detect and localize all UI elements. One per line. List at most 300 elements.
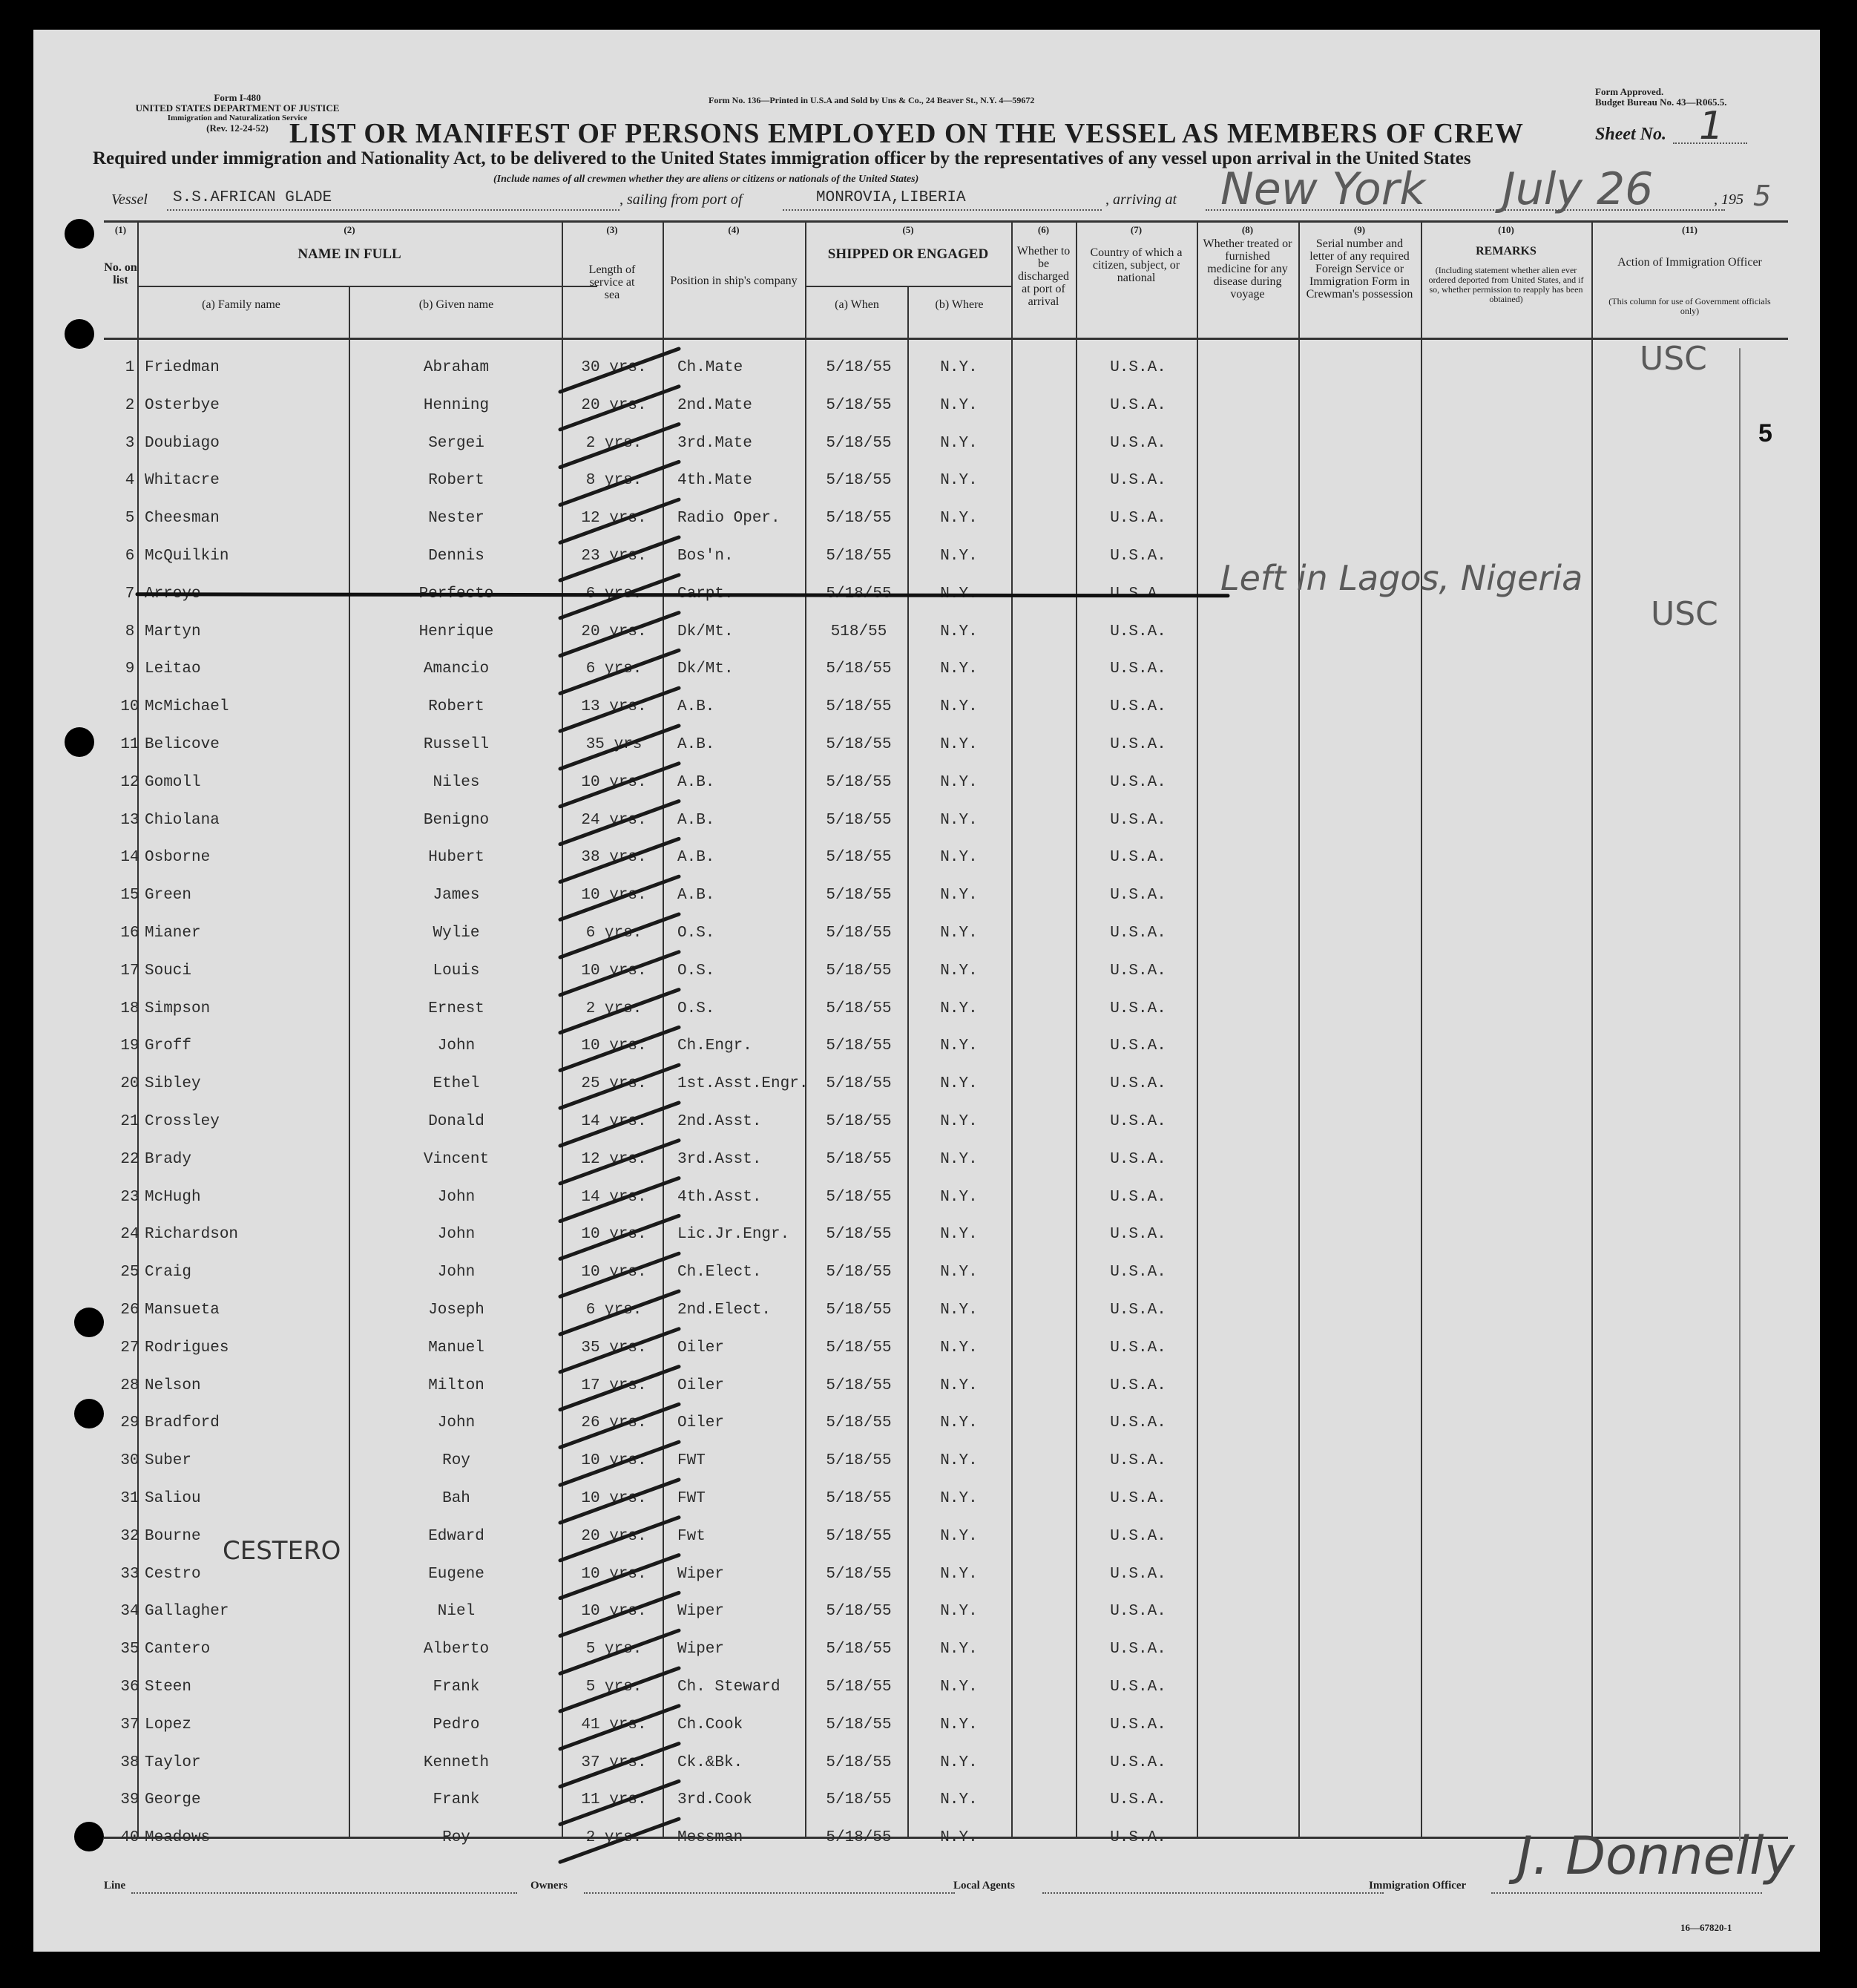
shipped-where: N.Y. — [940, 925, 978, 942]
service-length: 10 yrs. — [581, 1226, 647, 1244]
pen-check-mark — [560, 613, 679, 656]
shipped-when: 5/18/55 — [826, 1075, 892, 1093]
shipped-when: 5/18/55 — [826, 1565, 892, 1583]
shipped-where: N.Y. — [940, 1075, 978, 1093]
pen-check-mark — [560, 1819, 679, 1862]
family-name: Leitao — [145, 660, 201, 678]
family-name: Gallagher — [145, 1603, 229, 1621]
footer-agents-label: Local Agents — [953, 1880, 1015, 1892]
citizenship-country: U.S.A. — [1110, 1264, 1166, 1282]
ship-position: Wiper — [677, 1565, 725, 1583]
footer-officer-label: Immigration Officer — [1369, 1880, 1467, 1892]
row-number: 35 — [120, 1641, 139, 1659]
pen-check-mark — [560, 801, 679, 844]
usc-stamp-row-8: USC — [1651, 595, 1718, 633]
service-length: 6 yrs. — [585, 1302, 642, 1319]
ship-position: Dk/Mt. — [677, 660, 734, 678]
service-length: 12 yrs. — [581, 1150, 647, 1168]
citizenship-country: U.S.A. — [1110, 1829, 1166, 1847]
col4-header: Position in ship's company — [670, 275, 798, 287]
vessel-label: Vessel — [111, 191, 148, 208]
service-length: 23 yrs. — [581, 548, 647, 565]
family-name: Meadows — [145, 1829, 211, 1847]
sheet-label: Sheet No. — [1595, 125, 1666, 144]
pen-check-mark — [560, 462, 679, 505]
strike-through-row-7 — [137, 594, 1228, 596]
family-name: Craig — [145, 1264, 192, 1282]
family-name: Bourne — [145, 1527, 201, 1545]
family-name: Lopez — [145, 1716, 192, 1733]
shipped-where: N.Y. — [940, 849, 978, 867]
col2-header: NAME IN FULL — [298, 246, 401, 262]
col10-header: REMARKS — [1476, 245, 1536, 257]
ship-position: Dk/Mt. — [677, 623, 734, 640]
pen-check-mark — [560, 726, 679, 769]
given-name: Milton — [428, 1377, 484, 1394]
ship-position: Oiler — [677, 1339, 725, 1357]
citizenship-country: U.S.A. — [1110, 1565, 1166, 1583]
shipped-when: 5/18/55 — [826, 660, 892, 678]
given-name: Ethel — [433, 1075, 480, 1093]
shipped-where: N.Y. — [940, 1188, 978, 1206]
correction-cestero: CESTERO — [223, 1536, 341, 1566]
row-number: 26 — [120, 1302, 139, 1319]
citizenship-country: U.S.A. — [1110, 1339, 1166, 1357]
given-name: Niel — [437, 1603, 476, 1621]
citizenship-country: U.S.A. — [1110, 1679, 1166, 1696]
pen-check-mark — [560, 1630, 679, 1673]
ship-position: 2nd.Elect. — [677, 1302, 772, 1319]
family-name: Souci — [145, 962, 192, 980]
shipped-when: 5/18/55 — [826, 396, 892, 414]
shipped-when: 5/18/55 — [826, 962, 892, 980]
shipped-where: N.Y. — [940, 359, 978, 376]
citizenship-country: U.S.A. — [1110, 1641, 1166, 1659]
shipped-when: 5/18/55 — [826, 359, 892, 376]
col11-number: (11) — [1682, 224, 1697, 235]
given-name: Eugene — [428, 1565, 484, 1583]
service-length: 10 yrs. — [581, 962, 647, 980]
family-name: Sibley — [145, 1075, 201, 1093]
shipped-where: N.Y. — [940, 1527, 978, 1545]
shipped-when: 5/18/55 — [826, 925, 892, 942]
citizenship-country: U.S.A. — [1110, 1000, 1166, 1017]
page-subtitle: Required under immigration and Nationality Act, to be delivered to the United States immigration officer by the representatives of any vessel upon arrival in the United States — [93, 148, 1471, 168]
given-name: Frank — [433, 1791, 480, 1809]
ship-position: Radio Oper. — [677, 510, 780, 528]
given-name: Manuel — [428, 1339, 484, 1357]
ship-position: Oiler — [677, 1377, 725, 1394]
sailing-port: MONROVIA,LIBERIA — [816, 189, 966, 206]
col10-note: (Including statement whether alien ever ordered deported from United States, and if so, whether permission to reapply has been obtained) — [1428, 265, 1584, 304]
shipped-where: N.Y. — [940, 660, 978, 678]
pen-check-mark — [560, 1404, 679, 1447]
shipped-where: N.Y. — [940, 396, 978, 414]
ship-position: A.B. — [677, 849, 715, 867]
shipped-when: 5/18/55 — [826, 1641, 892, 1659]
footer-line-rule — [131, 1892, 517, 1894]
given-name: John — [437, 1188, 476, 1206]
citizenship-country: U.S.A. — [1110, 736, 1166, 753]
arriving-port: New York — [1220, 163, 1426, 215]
ship-position: Wiper — [677, 1603, 725, 1621]
ship-position: Bos'n. — [677, 548, 734, 565]
ship-position: Fwt — [677, 1527, 706, 1545]
row-number: 4 — [125, 472, 135, 490]
service-length: 10 yrs. — [581, 1452, 647, 1470]
given-name: Kenneth — [423, 1754, 490, 1771]
given-name: Henning — [423, 396, 490, 414]
row-number: 14 — [120, 849, 139, 867]
row-number: 20 — [120, 1075, 139, 1093]
row-number: 40 — [120, 1829, 139, 1847]
shipped-where: N.Y. — [940, 510, 978, 528]
citizenship-country: U.S.A. — [1110, 1716, 1166, 1733]
shipped-when: 5/18/55 — [826, 1000, 892, 1017]
page-title: LIST OR MANIFEST OF PERSONS EMPLOYED ON THE VESSEL AS MEMBERS OF CREW — [289, 118, 1524, 149]
given-name: Frank — [433, 1679, 480, 1696]
row-number: 6 — [125, 548, 135, 565]
citizenship-country: U.S.A. — [1110, 510, 1166, 528]
department-name: UNITED STATES DEPARTMENT OF JUSTICE — [135, 102, 340, 114]
shipped-where: N.Y. — [940, 1339, 978, 1357]
service-length: 6 yrs. — [585, 660, 642, 678]
officer-signature: J. Donnelly — [1517, 1825, 1795, 1886]
shipped-where: N.Y. — [940, 1641, 978, 1659]
pen-check-mark — [560, 1555, 679, 1598]
pen-check-mark — [560, 1103, 679, 1146]
sailing-label: , sailing from port of — [619, 191, 743, 208]
given-name: Pedro — [433, 1716, 480, 1733]
ship-position: Messman — [677, 1829, 743, 1847]
row-number: 22 — [120, 1150, 139, 1168]
shipped-when: 5/18/55 — [826, 472, 892, 490]
row-number: 3 — [125, 434, 135, 452]
shipped-where: N.Y. — [940, 1490, 978, 1507]
pen-check-mark — [560, 499, 679, 542]
shipped-when: 518/55 — [830, 623, 887, 640]
given-name: Benigno — [423, 811, 490, 829]
pen-check-mark — [560, 1781, 679, 1824]
given-name: Robert — [428, 698, 484, 716]
pen-check-mark — [560, 839, 679, 882]
ship-position: 3rd.Cook — [677, 1791, 752, 1809]
col8-number: (8) — [1241, 224, 1254, 235]
shipped-where: N.Y. — [940, 1377, 978, 1394]
shipped-where: N.Y. — [940, 1113, 978, 1130]
given-name: Amancio — [423, 660, 490, 678]
row-number: 21 — [120, 1113, 139, 1130]
service-length: 17 yrs. — [581, 1377, 647, 1394]
margin-mark: 5 — [1758, 419, 1772, 447]
col5a-header: (a) When — [835, 298, 879, 311]
service-length: 20 yrs. — [581, 1527, 647, 1545]
citizenship-country: U.S.A. — [1110, 887, 1166, 905]
shipped-where: N.Y. — [940, 736, 978, 753]
shipped-where: N.Y. — [940, 1716, 978, 1733]
citizenship-country: U.S.A. — [1110, 698, 1166, 716]
row-number: 28 — [120, 1377, 139, 1394]
given-name: Henrique — [418, 623, 494, 640]
given-name: John — [437, 1264, 476, 1282]
row-number: 1 — [125, 359, 135, 376]
service-name: Immigration and Naturalization Service — [167, 114, 308, 122]
row-number: 38 — [120, 1754, 139, 1771]
pen-check-mark — [560, 1518, 679, 1561]
pen-check-mark — [560, 537, 679, 580]
pen-check-mark — [560, 1216, 679, 1259]
pen-check-mark — [560, 1253, 679, 1296]
given-name: Dennis — [428, 548, 484, 565]
family-name: Simpson — [145, 1000, 211, 1017]
shipped-where: N.Y. — [940, 962, 978, 980]
row-number: 36 — [120, 1679, 139, 1696]
citizenship-country: U.S.A. — [1110, 1791, 1166, 1809]
given-name: Bah — [442, 1490, 470, 1507]
shipped-when: 5/18/55 — [826, 1037, 892, 1055]
service-length: 2 yrs. — [585, 1829, 642, 1847]
family-name: Martyn — [145, 623, 201, 640]
ship-position: Oiler — [677, 1414, 725, 1432]
col5-header: SHIPPED OR ENGAGED — [827, 246, 989, 262]
ship-position: 2nd.Mate — [677, 396, 752, 414]
citizenship-country: U.S.A. — [1110, 1527, 1166, 1545]
usc-stamp-row-1: USC — [1640, 340, 1707, 378]
col2-number: (2) — [344, 224, 355, 235]
service-length: 10 yrs. — [581, 773, 647, 791]
shipped-where: N.Y. — [940, 548, 978, 565]
shipped-where: N.Y. — [940, 1000, 978, 1017]
citizenship-country: U.S.A. — [1110, 925, 1166, 942]
family-name: Mianer — [145, 925, 201, 942]
citizenship-country: U.S.A. — [1110, 472, 1166, 490]
ship-position: Lic.Jr.Engr. — [677, 1226, 790, 1244]
sheet-number: 1 — [1699, 104, 1724, 148]
ship-position: 2nd.Asst. — [677, 1113, 762, 1130]
col7-number: (7) — [1130, 224, 1143, 235]
service-length: 37 yrs. — [581, 1754, 647, 1771]
footer-line-label: Line — [104, 1880, 126, 1892]
shipped-when: 5/18/55 — [826, 1490, 892, 1507]
vessel-name: S.S.AFRICAN GLADE — [173, 189, 332, 206]
row-number: 19 — [120, 1037, 139, 1055]
citizenship-country: U.S.A. — [1110, 811, 1166, 829]
shipped-when: 5/18/55 — [826, 849, 892, 867]
manifest-sheet — [33, 30, 1820, 1952]
service-length: 12 yrs. — [581, 510, 647, 528]
form-approved: Form Approved. — [1595, 86, 1664, 97]
family-name: Groff — [145, 1037, 192, 1055]
col7-header: Country of which a citizen, subject, or national — [1090, 246, 1183, 284]
row-number: 2 — [125, 396, 135, 414]
given-name: Roy — [442, 1829, 470, 1847]
col11-header: Action of Immigration Officer — [1617, 256, 1762, 269]
row-number: 15 — [120, 887, 139, 905]
family-name: Whitacre — [145, 472, 220, 490]
pen-check-mark — [560, 1178, 679, 1221]
shipped-where: N.Y. — [940, 1414, 978, 1432]
shipped-when: 5/18/55 — [826, 1264, 892, 1282]
shipped-when: 5/18/55 — [826, 887, 892, 905]
ship-position: O.S. — [677, 1000, 715, 1017]
shipped-when: 5/18/55 — [826, 736, 892, 753]
family-name: Belicove — [145, 736, 220, 753]
citizenship-country: U.S.A. — [1110, 1075, 1166, 1093]
given-name: Abraham — [423, 359, 490, 376]
pen-check-mark — [560, 688, 679, 731]
pen-check-mark — [560, 424, 679, 468]
shipped-when: 5/18/55 — [826, 1150, 892, 1168]
ship-position: Ch.Elect. — [677, 1264, 762, 1282]
row-number: 12 — [120, 773, 139, 791]
service-length: 30 yrs. — [581, 359, 647, 376]
shipped-where: N.Y. — [940, 1565, 978, 1583]
pen-check-mark — [560, 1480, 679, 1523]
shipped-where: N.Y. — [940, 1754, 978, 1771]
budget-bureau: Budget Bureau No. 43—R065.5. — [1595, 96, 1727, 108]
family-name: Friedman — [145, 359, 220, 376]
ship-position: 4th.Mate — [677, 472, 752, 490]
family-name: McQuilkin — [145, 548, 229, 565]
shipped-where: N.Y. — [940, 1226, 978, 1244]
row-number: 16 — [120, 925, 139, 942]
col9-header: Serial number and letter of any required Foreign Service or Immigration Form in Crewman's possession — [1306, 237, 1413, 301]
shipped-where: N.Y. — [940, 1679, 978, 1696]
given-name: Roy — [442, 1452, 470, 1470]
family-name: George — [145, 1791, 201, 1809]
family-name: McHugh — [145, 1188, 201, 1206]
shipped-where: N.Y. — [940, 811, 978, 829]
family-name: McMichael — [145, 698, 229, 716]
pen-check-mark — [560, 1668, 679, 1711]
shipped-when: 5/18/55 — [826, 510, 892, 528]
ship-position: A.B. — [677, 887, 715, 905]
pen-check-mark — [560, 1141, 679, 1184]
col10-number: (10) — [1498, 224, 1514, 235]
row-number: 13 — [120, 811, 139, 829]
ship-position: 1st.Asst.Engr. — [677, 1075, 809, 1093]
shipped-when: 5/18/55 — [826, 1377, 892, 1394]
shipped-when: 5/18/55 — [826, 1188, 892, 1206]
footer-owners-label: Owners — [530, 1880, 568, 1892]
shipped-when: 5/18/55 — [826, 1527, 892, 1545]
row-number: 34 — [120, 1603, 139, 1621]
row-number: 11 — [120, 736, 139, 753]
col5b-header: (b) Where — [935, 298, 984, 311]
row-number: 18 — [120, 1000, 139, 1017]
shipped-where: N.Y. — [940, 1150, 978, 1168]
row-number: 29 — [120, 1414, 139, 1432]
given-name: Sergei — [428, 434, 484, 452]
shipped-where: N.Y. — [940, 1452, 978, 1470]
shipped-where: N.Y. — [940, 887, 978, 905]
include-note: (Include names of all crewmen whether they are aliens or citizens or nationals of the United States) — [493, 174, 919, 185]
shipped-when: 5/18/55 — [826, 811, 892, 829]
citizenship-country: U.S.A. — [1110, 1490, 1166, 1507]
col9-number: (9) — [1353, 224, 1366, 235]
pen-check-mark — [560, 1744, 679, 1787]
service-length: 20 yrs. — [581, 623, 647, 640]
given-name: Alberto — [423, 1641, 490, 1659]
shipped-when: 5/18/55 — [826, 773, 892, 791]
family-name: Doubiago — [145, 434, 220, 452]
citizenship-country: U.S.A. — [1110, 1754, 1166, 1771]
row-number: 17 — [120, 962, 139, 980]
service-length: 35 yrs. — [581, 1339, 647, 1357]
ship-position: Ch.Engr. — [677, 1037, 752, 1055]
pen-check-mark — [560, 1367, 679, 1410]
given-name: Wylie — [433, 925, 480, 942]
given-name: Hubert — [428, 849, 484, 867]
shipped-when: 5/18/55 — [826, 1452, 892, 1470]
shipped-when: 5/18/55 — [826, 1414, 892, 1432]
shipped-where: N.Y. — [940, 698, 978, 716]
citizenship-country: U.S.A. — [1110, 773, 1166, 791]
arrival-date: July 26 — [1502, 163, 1654, 215]
row-number: 33 — [120, 1565, 139, 1583]
service-length: 14 yrs. — [581, 1113, 647, 1130]
shipped-when: 5/18/55 — [826, 698, 892, 716]
service-length: 10 yrs. — [581, 1603, 647, 1621]
ship-position: Ch.Cook — [677, 1716, 743, 1733]
col2b-header: (b) Given name — [418, 298, 494, 311]
family-name: Mansueta — [145, 1302, 220, 1319]
shipped-when: 5/18/55 — [826, 434, 892, 452]
shipped-where: N.Y. — [940, 472, 978, 490]
pen-check-mark — [560, 914, 679, 957]
given-name: Robert — [428, 472, 484, 490]
citizenship-country: U.S.A. — [1110, 1150, 1166, 1168]
citizenship-country: U.S.A. — [1110, 1414, 1166, 1432]
col11-note: (This column for use of Government officials only) — [1608, 296, 1771, 316]
ship-position: 3rd.Mate — [677, 434, 752, 452]
col6-header: Whether to be discharged at port of arrival — [1016, 245, 1071, 308]
family-name: Crossley — [145, 1113, 220, 1130]
ship-position: Ch.Mate — [677, 359, 743, 376]
shipped-where: N.Y. — [940, 434, 978, 452]
ship-position: Ch. Steward — [677, 1679, 780, 1696]
citizenship-country: U.S.A. — [1110, 1302, 1166, 1319]
pen-check-mark — [560, 1027, 679, 1070]
service-length: 41 yrs. — [581, 1716, 647, 1733]
row-number: 31 — [120, 1490, 139, 1507]
family-name: Gomoll — [145, 773, 201, 791]
pen-check-mark — [560, 952, 679, 995]
ship-position: 3rd.Asst. — [677, 1150, 762, 1168]
service-length: 10 yrs. — [581, 887, 647, 905]
shipped-when: 5/18/55 — [826, 1829, 892, 1847]
service-length: 14 yrs. — [581, 1188, 647, 1206]
handwritten-marks — [33, 30, 1820, 1952]
family-name: Cantero — [145, 1641, 211, 1659]
given-name: James — [433, 887, 480, 905]
family-name: Rodrigues — [145, 1339, 229, 1357]
shipped-when: 5/18/55 — [826, 1716, 892, 1733]
service-length: 38 yrs. — [581, 849, 647, 867]
col1-header: No. on list — [104, 261, 137, 286]
shipped-where: N.Y. — [940, 773, 978, 791]
row-number: 24 — [120, 1226, 139, 1244]
service-length: 24 yrs. — [581, 811, 647, 829]
service-length: 20 yrs. — [581, 396, 647, 414]
row-number: 25 — [120, 1264, 139, 1282]
service-length: 5 yrs. — [585, 1641, 642, 1659]
shipped-when: 5/18/55 — [826, 548, 892, 565]
ship-position: Wiper — [677, 1641, 725, 1659]
citizenship-country: U.S.A. — [1110, 548, 1166, 565]
row-number: 8 — [125, 623, 135, 640]
citizenship-country: U.S.A. — [1110, 1037, 1166, 1055]
